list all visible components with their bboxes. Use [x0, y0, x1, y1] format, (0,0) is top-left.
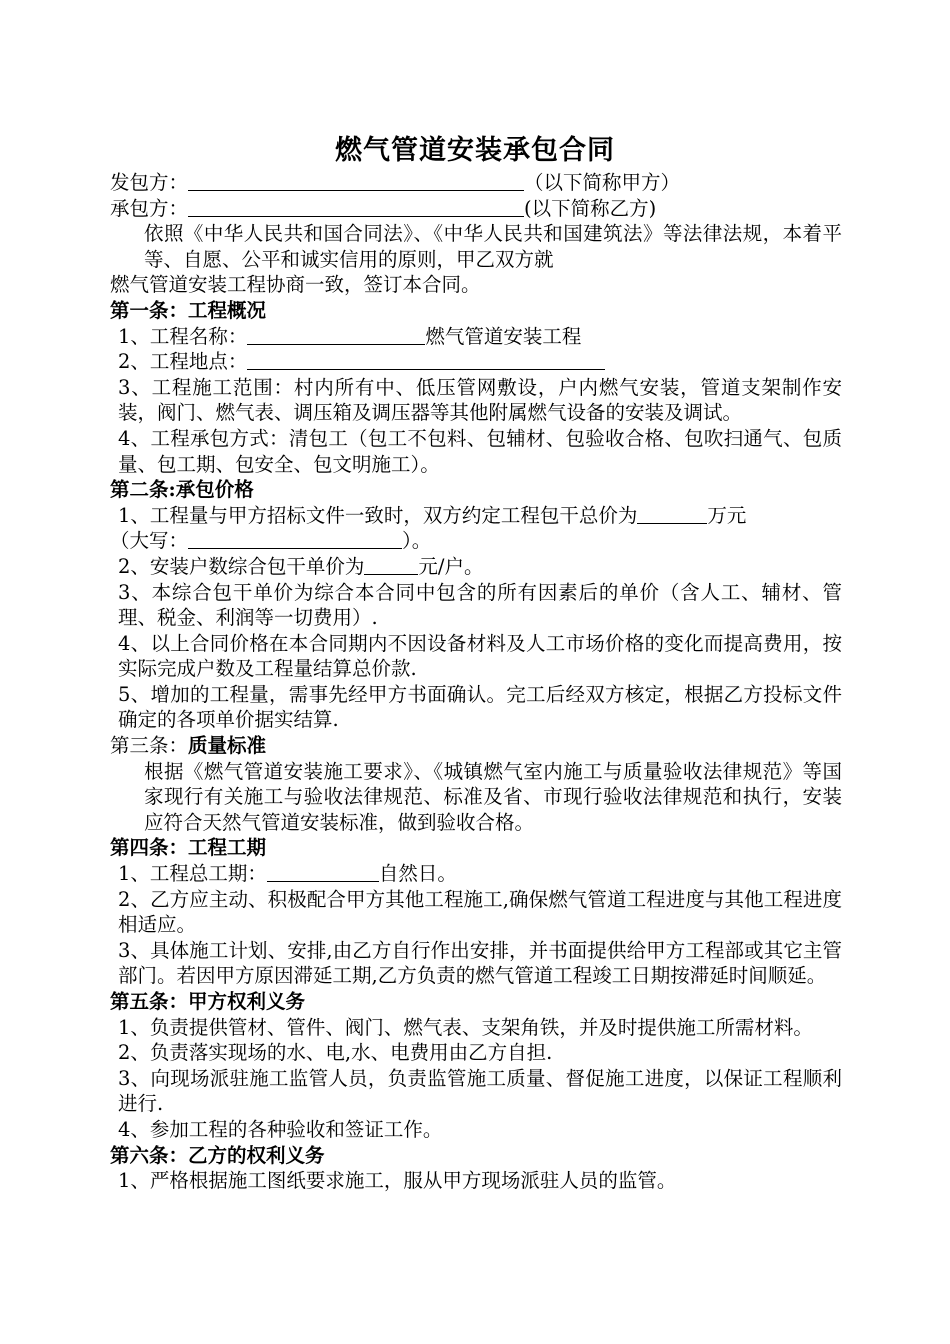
preamble-end: 燃气管道安装工程协商一致，签订本合同。: [110, 273, 481, 297]
s2-item-1: 1、工程量与甲方招标文件一致时，双方约定工程包干总价为 万元: [118, 503, 747, 527]
project-name-blank: [247, 325, 425, 345]
s2-item-1-cont: （大写： ）。: [110, 529, 432, 553]
party-b-line: 承包方： (以下简称乙方): [110, 196, 657, 220]
s3-paragraph: 根据《燃气管道安装施工要求》、《城镇燃气室内施工与质量验收法律规范》等国家现行有关施工与验收法律规范、标准及省、市现行验收法律规范和执行，安装应符合天然气管道安装标准，做到验收合格。: [144, 759, 842, 834]
section-6-heading: 第六条：乙方的权利义务: [110, 1143, 325, 1167]
section-2-heading: 第二条:承包价格: [110, 478, 254, 502]
duration-blank: [267, 862, 379, 882]
document-title: 燃气管道安装承包合同: [335, 135, 615, 166]
party-b-blank: [188, 197, 524, 217]
s4-item-3: 3、具体施工计划、安排,由乙方自行作出安排，并书面提供给甲方工程部或其它主管部门。若因甲方原因滞延工期,乙方负责的燃气管道工程竣工日期按滞延时间顺延。: [118, 938, 842, 988]
section-1-heading: 第一条：工程概况: [110, 298, 267, 322]
party-a-blank: [188, 171, 524, 191]
s4-item-1: 1、工程总工期： 自然日。: [118, 862, 457, 886]
s2-item-4: 4、以上合同价格在本合同期内不因设备材料及人工市场价格的变化而提高费用，按实际完成户数及工程量结算总价款.: [118, 631, 842, 681]
party-a-line: 发包方： （以下简称甲方）: [110, 171, 681, 194]
s1-item-4: 4、工程承包方式：清包工（包工不包料、包辅材、包验收合格、包吹扫通气、包质量、包工期、包安全、包文明施工）。: [118, 426, 842, 476]
amount-in-words-blank: [188, 529, 402, 549]
s2-item-3: 3、本综合包干单价为综合本合同中包含的所有因素后的单价（含人工、辅材、管理、税金、利润等一切费用）.: [118, 580, 842, 630]
s2-item-5: 5、增加的工程量，需事先经甲方书面确认。完工后经双方核定，根据乙方投标文件确定的各项单价据实结算.: [118, 682, 842, 732]
s6-item-1: 1、严格根据施工图纸要求施工，服从甲方现场派驻人员的监管。: [118, 1169, 677, 1193]
s5-item-1: 1、负责提供管材、管件、阀门、燃气表、支架角铁，并及时提供施工所需材料。: [118, 1015, 813, 1039]
project-location-blank: [247, 350, 605, 370]
s2-item-2: 2、安装户数综合包干单价为 元/户。: [118, 554, 484, 578]
s5-item-2: 2、负责落实现场的水、电,水、电费用由乙方自担.: [118, 1041, 553, 1065]
preamble: 依照《中华人民共和国合同法》、《中华人民共和国建筑法》等法律法规，本着平等、自愿、公平和诚实信用的原则，甲乙双方就: [144, 222, 842, 271]
document-body: [110, 170, 842, 1194]
s4-item-2: 2、乙方应主动、积极配合甲方其他工程施工,确保燃气管道工程进度与其他工程进度相适应。: [118, 887, 842, 937]
s1-item-1: 1、工程名称： 燃气管道安装工程: [118, 324, 582, 348]
s5-item-4: 4、参加工程的各种验收和签证工作。: [118, 1117, 443, 1141]
section-3-heading: 第三条：质量标准: [110, 734, 267, 758]
section-4-heading: 第四条：工程工期: [110, 836, 267, 860]
unit-price-blank: [364, 555, 418, 575]
section-5-heading: 第五条：甲方权利义务: [110, 990, 306, 1013]
s5-item-3: 3、向现场派驻施工监管人员，负责监管施工质量、督促施工进度，以保证工程顺利进行.: [118, 1066, 842, 1116]
total-price-blank: [637, 504, 707, 524]
s1-item-3: 3、工程施工范围：村内所有中、低压管网敷设，户内燃气安装，管道支架制作安装，阀门、燃气表、调压箱及调压器等其他附属燃气设备的安装及调试。: [118, 375, 842, 425]
s1-item-2: 2、工程地点：: [110, 349, 842, 375]
